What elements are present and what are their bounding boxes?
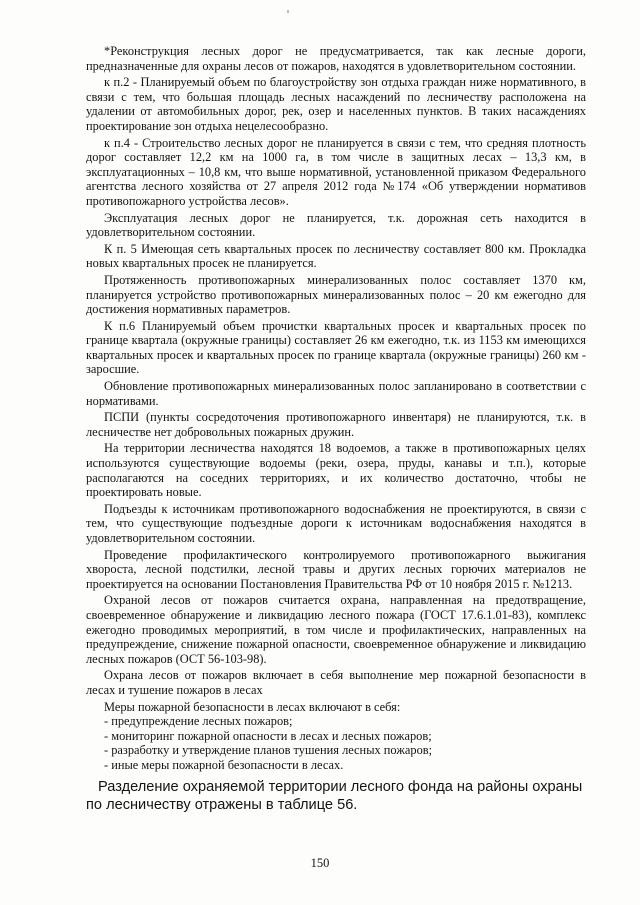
- paragraph-fire-strips: Протяженность противопожарных минерализованных полос составляет 1370 км, планируется устройство противопожарных минерализованных полос – 20 км ежегодно для достижения нормативных параметров.: [86, 272, 586, 317]
- paragraph-road-construction: к п.4 - Строительство лесных дорог не планируется в связи с тем, что средняя плотность дорог составляет 12,2 км на 1000 га, в том числе в защитных лесах – 13,3 км, в эксплуатационных – 10,8 км, что выше нормативной, установленной приказом Федерального агентства лесного хозяйства от 27 апреля 2012 года №174 «Об утверждении нормативов противопожарного устройства лесов».: [86, 135, 586, 208]
- paragraph-controlled-burning: Проведение профилактического контролируемого противопожарного выжигания хвороста, лесной подстилки, лесной травы и других лесных горючих материалов не проектируется на основании Постановления Правительства РФ от 10 ноября 2015 г. №1213.: [86, 547, 586, 591]
- list-item: - иные меры пожарной безопасности в лесах.: [104, 757, 344, 772]
- paragraph-recreation-zones: к п.2 - Планируемый объем по благоустройству зон отдыха граждан ниже нормативного, в связи с тем, что большая площадь лесных насаждений по лесничеству расположена на удалении от автомобильных дорог, рек, озер и населенных пунктов. В таких насаждениях проектирование зон отдыха нецелесообразно.: [86, 75, 586, 133]
- paragraph-road-operation: Эксплуатация лесных дорог не планируется, т.к. дорожная сеть находится в удовлетворительном состоянии.: [86, 210, 586, 240]
- scan-mark: [287, 10, 289, 13]
- paragraph-quarter-clearings: К п. 5 Имеющая сеть квартальных просек по лесничеству составляет 800 км. Прокладка новых квартальных просек не планируется.: [86, 241, 586, 271]
- paragraph-clearing-maintenance: К п.6 Планируемый объем прочистки квартальных просек и квартальных просек по границе квартала (окружные границы) составляет 26 км ежегодно, т.к. из 1153 км имеющихся квартальных просек и квартальных просек по границе квартала (окружные границы) 260 км - заросшие.: [86, 318, 586, 377]
- list-item: - разработку и утверждение планов тушения лесных пожаров;: [104, 743, 433, 758]
- paragraph-fire-protection-definition: Охраной лесов от пожаров считается охрана, направленная на предотвращение, своевременное обнаружение и ликвидацию лесного пожара (ГОСТ 17.6.1.01-83), комплекс ежегодно проводимых мероприятий, в том числе и профилактических, направленных на предупреждение, снижение пожарной опасности, своевременное обнаружение и ликвидацию лесных пожаров (ОСТ 56-103-98).: [86, 593, 586, 666]
- paragraph-water-bodies: На территории лесничества находятся 18 водоемов, а также в противопожарных целях используются существующие водоемы (реки, озера, пруды, канавы и т.п.), которые располагаются на соседних территориях, и их количество достаточно, чтобы не проектировать новые.: [86, 441, 586, 500]
- paragraph-fire-protection-scope: Охрана лесов от пожаров включает в себя выполнение мер пожарной безопасности в лесах и тушение пожаров в лесах: [86, 668, 586, 697]
- paragraph-road-reconstruction: *Реконструкция лесных дорог не предусматривается, так как лесные дороги, предназначенные для охраны лесов от пожаров, находятся в удовлетворительном состоянии.: [86, 44, 586, 73]
- measures-intro: Меры пожарной безопасности в лесах включают в себя:: [104, 699, 401, 714]
- paragraph-pspi: ПСПИ (пункты сосредоточения противопожарного инвентаря) не планируются, т.к. в лесничестве нет добровольных пожарных дружин.: [86, 410, 586, 439]
- list-item: - мониторинг пожарной опасности в лесах и лесных пожаров;: [104, 728, 432, 743]
- paragraph-strip-renewal: Обновление противопожарных минерализованных полос запланировано в соответствии с нормативами.: [86, 379, 586, 408]
- measures-list: [86, 714, 586, 772]
- closing-note: Разделение охраняемой территории лесного фонда на районы охраны по лесничеству отражены в таблице 56.: [86, 778, 583, 813]
- document-body: [86, 44, 586, 816]
- paragraph-water-access: Подъезды к источникам противопожарного водоснабжения не проектируются, в связи с тем, что существующие подъездные дороги к источникам водоснабжения находятся в удовлетворительном состоянии.: [86, 501, 586, 545]
- page-number: 150: [310, 856, 330, 870]
- list-item: - предупреждение лесных пожаров;: [104, 714, 293, 729]
